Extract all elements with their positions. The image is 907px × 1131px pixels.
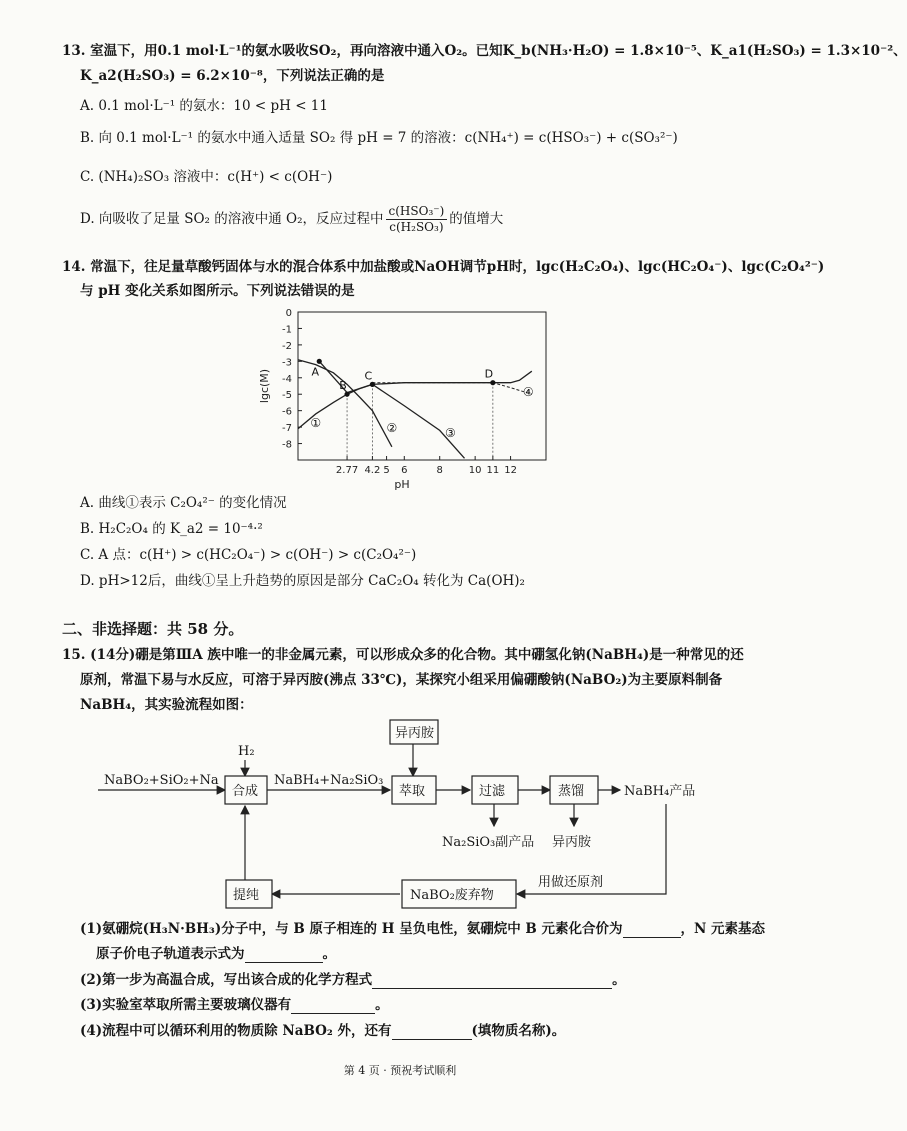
q14-option-c: C. A 点：c(H⁺) > c(HC₂O₄⁻) > c(OH⁻) > c(C₂O₄²⁻) <box>80 547 417 563</box>
lgc-ph-chart <box>250 300 560 495</box>
q14-option-b: B. H₂C₂O₄ 的 K_a2 = 10⁻⁴·² <box>80 521 263 537</box>
x-tick-label: 6 <box>401 465 408 476</box>
point-label-D: D <box>484 367 494 381</box>
q15-sub1-end: 。 <box>322 946 336 962</box>
q15-sub4-text: (4)流程中可以循环利用的物质除 NaBO₂ 外，还有 <box>80 1023 392 1039</box>
y-tick-label: -1 <box>282 324 292 336</box>
flow-filter-label: 过滤 <box>479 784 506 799</box>
q13-stem-line2: K_a2(H₂SO₃) = 6.2×10⁻⁸，下列说法正确的是 <box>80 68 385 84</box>
q13-stem-line1: 13. 室温下，用0.1 mol·L⁻¹的氨水吸收SO₂，再向溶液中通入O₂。已知K_b(NH₃·H₂O) = 1.8×10⁻⁵、K_a1(H₂SO₃) = 1.3×10⁻²、 <box>62 43 907 59</box>
curve-label: ② <box>386 421 398 436</box>
q13-option-d-prefix: D. 向吸收了足量 SO₂ 的溶液中通 O₂，反应过程中 <box>80 211 384 227</box>
curve-label: ④ <box>522 384 534 399</box>
q15-sub3 <box>80 996 389 1014</box>
flow-purify-label: 提纯 <box>233 888 260 903</box>
point-A <box>317 359 322 364</box>
q15-sub2-blank[interactable] <box>372 974 612 989</box>
x-tick-label: 8 <box>436 465 443 476</box>
synthesis-flow-diagram <box>90 718 730 918</box>
q14-stem-line2: 与 pH 变化关系如图所示。下列说法错误的是 <box>80 283 355 299</box>
y-tick-label: -3 <box>282 357 292 369</box>
flow-amine-out-label: 异丙胺 <box>552 835 592 850</box>
curve-label: ① <box>310 416 322 431</box>
q15-sub4 <box>80 1022 565 1040</box>
q15-sub1-line1 <box>80 920 765 938</box>
q15-stem-line1: 15. (14分)硼是第ⅢA 族中唯一的非金属元素，可以形成众多的化合物。其中硼氢化钠(NaBH₄)是一种常见的还 <box>62 647 744 663</box>
flow-product-label: NaBH₄产品 <box>624 784 696 799</box>
q13-option-d-fraction <box>386 204 448 235</box>
q15-sub2-end: 。 <box>612 972 626 988</box>
q15-sub1-blank-2[interactable] <box>245 948 323 963</box>
y-tick-label: -2 <box>282 340 292 352</box>
q15-sub1-blank-1[interactable] <box>623 923 681 938</box>
x-tick-label: 5 <box>383 465 390 476</box>
q15-sub1-text-c: 原子价电子轨道表示式为 <box>96 946 245 962</box>
y-tick-label: -5 <box>282 390 292 402</box>
q15-sub2-text: (2)第一步为高温合成，写出该合成的化学方程式 <box>80 972 373 988</box>
point-C <box>370 382 375 387</box>
curve-label: ③ <box>444 425 456 440</box>
q13-option-d <box>80 202 503 236</box>
flow-amine-top-label: 异丙胺 <box>395 726 435 741</box>
q13-frac-numerator: c(HSO₃⁻) <box>386 204 448 220</box>
q15-sub1-line2 <box>96 945 336 963</box>
y-tick-label: -8 <box>282 439 292 451</box>
y-axis-label: lgc(M) <box>258 368 271 404</box>
q15-sub4-blank[interactable] <box>392 1025 472 1040</box>
y-tick-label: 0 <box>285 308 292 319</box>
flow-distill-label: 蒸馏 <box>558 784 585 799</box>
q15-stem-line3: NaBH₄，其实验流程如图： <box>80 697 253 713</box>
q14-stem-line1: 14. 常温下，往足量草酸钙固体与水的混合体系中加盐酸或NaOH调节pH时，lgc(H₂C₂O₄)、lgc(HC₂O₄⁻)、lgc(C₂O₄²⁻) <box>62 259 825 275</box>
q15-sub2 <box>80 971 626 989</box>
x-axis-label: pH <box>394 478 410 491</box>
point-B <box>344 392 349 397</box>
flow-mid-label: NaBH₄+Na₂SiO₃ <box>274 773 384 788</box>
q15-sub3-end: 。 <box>375 997 389 1013</box>
q13-frac-denominator: c(H₂SO₃) <box>389 220 444 234</box>
x-tick-label: 4.2 <box>364 465 381 476</box>
point-label-A: A <box>311 365 320 379</box>
flow-h2-label: H₂ <box>238 744 255 759</box>
point-label-B: B <box>339 379 347 393</box>
flow-input-label: NaBO₂+SiO₂+Na <box>104 773 219 788</box>
q13-option-b: B. 向 0.1 mol·L⁻¹ 的氨水中通入适量 SO₂ 得 pH = 7 的溶液：c(NH₄⁺) = c(HSO₃⁻) + c(SO₃²⁻) <box>80 130 678 146</box>
flow-waste-label: NaBO₂废弃物 <box>410 888 494 903</box>
flow-synth-label: 合成 <box>232 784 259 799</box>
q13-option-a: A. 0.1 mol·L⁻¹ 的氨水：10 < pH < 11 <box>80 98 328 114</box>
q14-option-a: A. 曲线①表示 C₂O₄²⁻ 的变化情况 <box>80 495 287 511</box>
q13-option-c: C. (NH₄)₂SO₃ 溶液中：c(H⁺) < c(OH⁻) <box>80 169 333 185</box>
flow-reducer-note: 用做还原剂 <box>538 875 604 890</box>
x-tick-label: 11 <box>486 465 500 476</box>
point-label-C: C <box>364 369 373 383</box>
y-tick-label: -4 <box>282 373 292 385</box>
x-tick-label: 2.77 <box>335 465 359 476</box>
section-2-title: 二、非选择题：共 58 分。 <box>62 620 244 638</box>
q15-sub1-text-b: ，N 元素基态 <box>680 921 766 937</box>
flow-byproduct-label: Na₂SiO₃副产品 <box>442 835 535 850</box>
flow-extract-label: 萃取 <box>399 784 426 799</box>
y-tick-label: -6 <box>282 406 292 418</box>
q13-option-d-suffix: 的值增大 <box>449 211 504 227</box>
q15-stem-line2: 原剂，常温下易与水反应，可溶于异丙胺(沸点 33℃)，某探究小组采用偏硼酸钠(NaBO₂)为主要原料制备 <box>80 672 723 688</box>
point-D <box>490 380 495 385</box>
chart-plot-frame <box>298 312 546 460</box>
q14-option-d: D. pH>12后，曲线①呈上升趋势的原因是部分 CaC₂O₄ 转化为 Ca(OH)₂ <box>80 573 525 589</box>
series-line-3 <box>319 361 464 458</box>
q15-sub4-end: (填物质名称)。 <box>471 1023 566 1039</box>
x-tick-label: 12 <box>504 465 517 476</box>
q15-sub3-text: (3)实验室萃取所需主要玻璃仪器有 <box>80 997 292 1013</box>
q15-sub1-text-a: (1)氨硼烷(H₃N·BH₃)分子中，与 B 原子相连的 H 呈负电性，氨硼烷中 B 元素化合价为 <box>80 921 623 937</box>
y-tick-label: -7 <box>282 423 292 435</box>
x-tick-label: 10 <box>468 465 482 476</box>
page-footer: 第 4 页 · 预祝考试顺利 <box>343 1064 457 1077</box>
series-line-1 <box>298 371 532 429</box>
series-line-4 <box>372 383 531 395</box>
q15-sub3-blank[interactable] <box>291 999 375 1014</box>
